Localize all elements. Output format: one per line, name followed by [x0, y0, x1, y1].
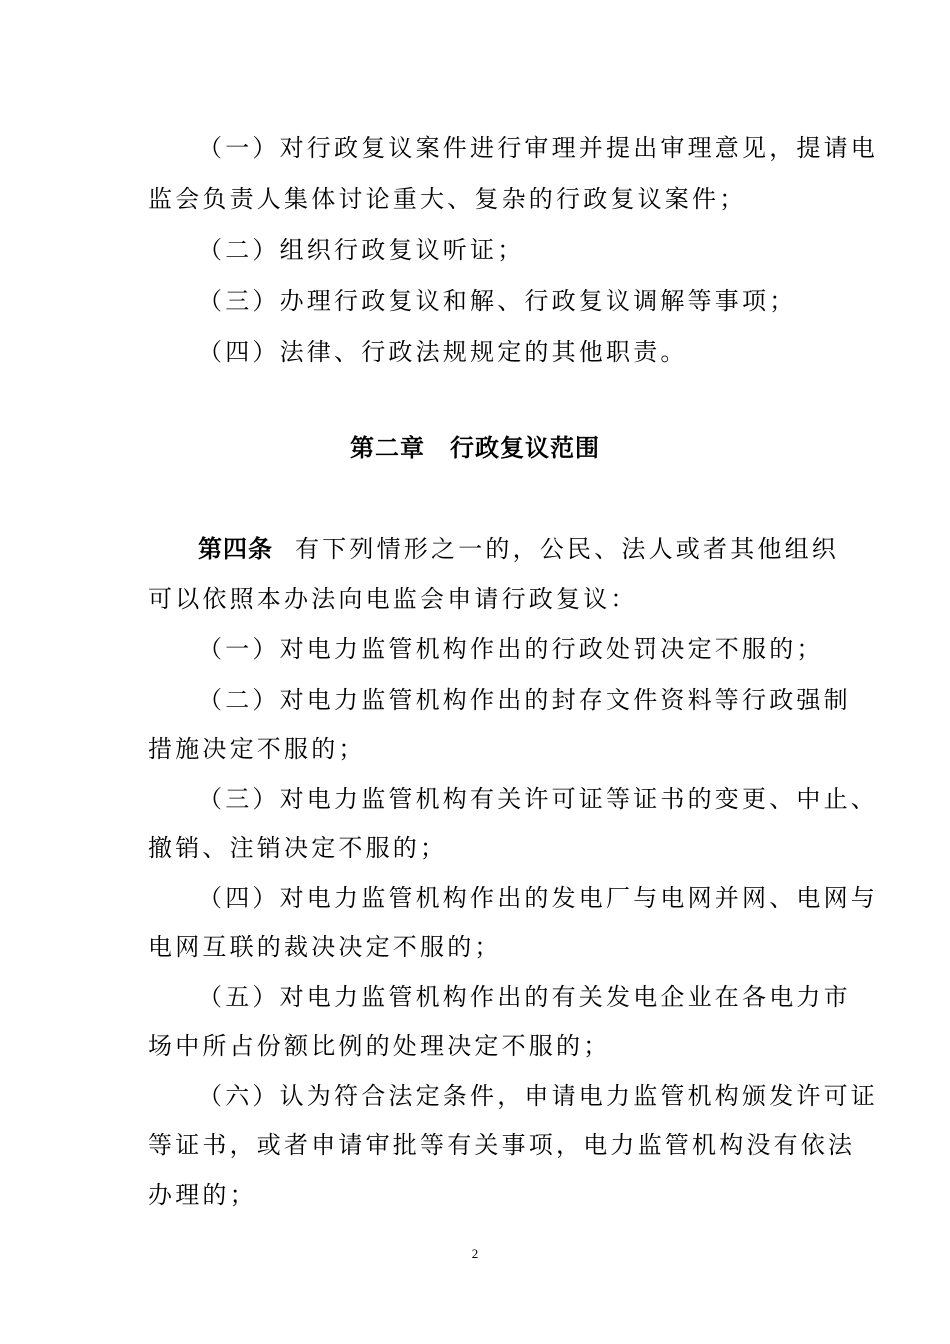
article-4-item-3-line-2: 撤销、注销决定不服的；	[148, 834, 448, 862]
item-2: （二）组织行政复议听证；	[198, 236, 525, 264]
item-1-line-1: （一）对行政复议案件进行审理并提出审理意见，提请电	[198, 134, 878, 162]
article-4-item-6-line-2: 等证书，或者申请审批等有关事项，电力监管机构没有依法	[148, 1131, 856, 1159]
article-4-item-5-line-1: （五）对电力监管机构作出的有关发电企业在各电力市	[198, 983, 851, 1011]
article-number: 第四条	[198, 535, 273, 563]
article-4-intro-line-2: 可以依照本办法向电监会申请行政复议：	[148, 585, 638, 613]
item-3: （三）办理行政复议和解、行政复议调解等事项；	[198, 287, 797, 315]
article-4-item-4-line-2: 电网互联的裁决决定不服的；	[148, 933, 502, 961]
article-4-intro-line-1	[198, 534, 839, 564]
article-4-item-4-line-1: （四）对电力监管机构作出的发电厂与电网并网、电网与	[198, 884, 878, 912]
article-4-item-3-line-1: （三）对电力监管机构有关许可证等证书的变更、中止、	[198, 785, 878, 813]
article-4-item-2-line-1: （二）对电力监管机构作出的封存文件资料等行政强制	[198, 686, 851, 714]
article-4-intro-text: 有下列情形之一的，公民、法人或者其他组织	[295, 535, 839, 563]
article-4-item-2-line-2: 措施决定不服的；	[148, 735, 366, 763]
chapter-heading: 第二章 行政复议范围	[350, 434, 600, 462]
item-1-line-2: 监会负责人集体讨论重大、复杂的行政复议案件；	[148, 185, 747, 213]
page-number: 2	[471, 1246, 479, 1261]
article-4-item-6-line-3: 办理的；	[148, 1181, 257, 1209]
article-4-item-6-line-1: （六）认为符合法定条件，申请电力监管机构颁发许可证	[198, 1082, 878, 1110]
article-4-item-5-line-2: 场中所占份额比例的处理决定不服的；	[148, 1032, 611, 1060]
article-4-item-1: （一）对电力监管机构作出的行政处罚决定不服的；	[198, 635, 824, 663]
item-4: （四）法律、行政法规规定的其他职责。	[198, 338, 688, 366]
